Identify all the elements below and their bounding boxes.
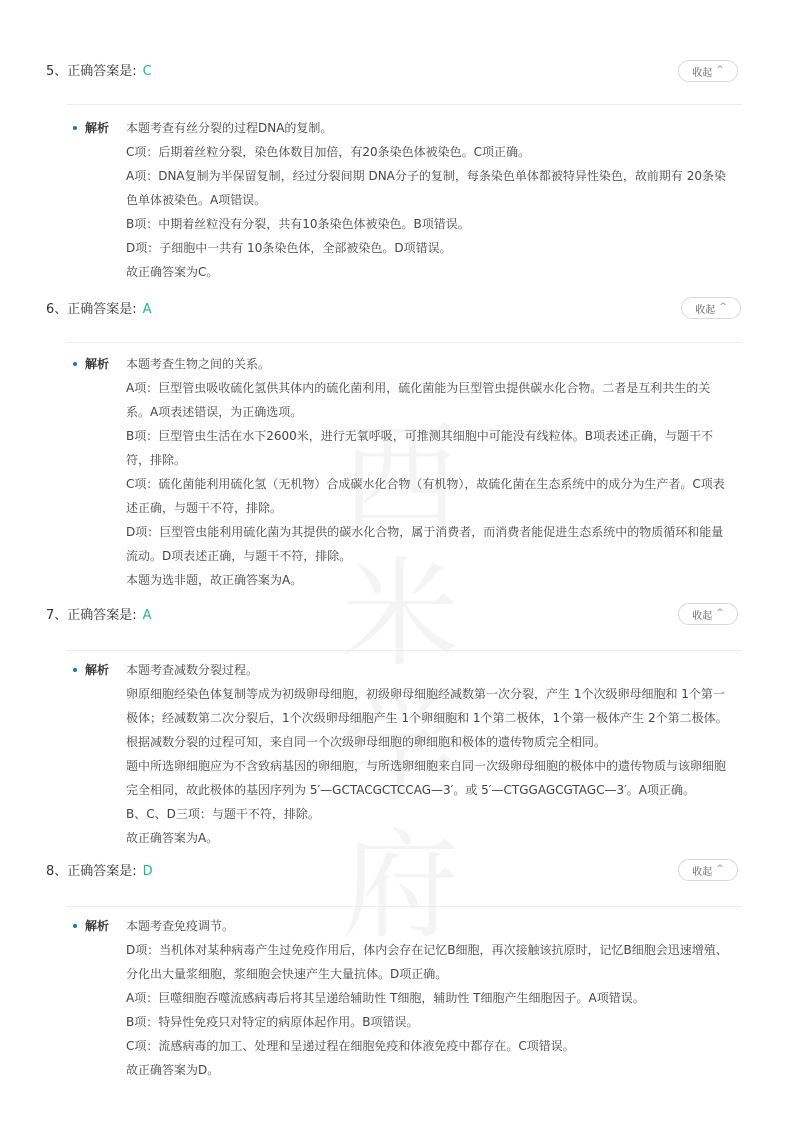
analysis-line: 分化出大量浆细胞，浆细胞会快速产生大量抗体。D项正确。 <box>126 967 448 981</box>
analysis-line: 故正确答案为A。 <box>126 831 219 845</box>
analysis-line: 本题考查免疫调节。 <box>126 919 235 933</box>
analysis-line: A项：巨噬细胞吞噬流感病毒后将其呈递给辅助性 T细胞，辅助性 T细胞产生细胞因子。A项错误。 <box>126 991 645 1005</box>
chevron-up-icon: ^ <box>716 864 724 874</box>
correct-answer: A <box>142 608 152 623</box>
analysis-line: C项：后期着丝粒分裂，染色体数目加倍，有20条染色体被染色。C项正确。 <box>126 145 531 159</box>
answer-prefix: 7、正确答案是: <box>46 608 137 623</box>
answer-prefix: 6、正确答案是: <box>46 302 137 317</box>
question-title <box>46 300 152 320</box>
analysis-line: B项：中期着丝粒没有分裂，共有10条染色体被染色。B项错误。 <box>126 217 470 231</box>
collapse-label: 收起 <box>692 67 713 79</box>
answer-prefix: 8、正确答案是: <box>46 864 137 879</box>
analysis-line: D项：巨型管虫能利用硫化菌为其提供的碳水化合物，属于消费者，而消费者能促进生态系统中的物质循环和能量 <box>126 525 724 539</box>
analysis-line: A项：DNA复制为半保留复制，经过分裂间期 DNA分子的复制，每条染色单体都被特异性染色，故前期有 20条染 <box>126 169 726 183</box>
analysis-label: 解析 <box>85 919 110 933</box>
analysis-line: 极体；经减数第二次分裂后，1个次级卵母细胞产生 1个卵细胞和 1个第二极体，1个第一极体产生 2个第二极体。 <box>126 711 728 725</box>
bullet-icon <box>73 924 77 928</box>
analysis-line: A项：巨型管虫吸收硫化氢供其体内的硫化菌利用，硫化菌能为巨型管虫提供碳水化合物。二者是互利共生的关 <box>126 381 711 395</box>
analysis-line: 题中所选卵细胞应为不含致病基因的卵细胞，与所选卵细胞来自同一次级卵母细胞的极体中的遗传物质与该卵细胞 <box>126 759 727 773</box>
analysis-label: 解析 <box>85 121 110 135</box>
analysis-line: 系。A项表述错误，为正确选项。 <box>126 405 303 419</box>
divider <box>66 650 742 651</box>
chevron-up-icon: ^ <box>719 302 727 312</box>
analysis-line: C项：流感病毒的加工、处理和呈递过程在细胞免疫和体液免疫中都存在。C项错误。 <box>126 1039 575 1053</box>
analysis-line: D项：当机体对某种病毒产生过免疫作用后，体内会存在记忆B细胞，再次接触该抗原时，记忆B细胞会迅速增殖、 <box>126 943 728 957</box>
divider <box>66 342 742 343</box>
analysis-label: 解析 <box>85 663 110 677</box>
collapse-button[interactable] <box>678 859 738 881</box>
analysis-line: 流动。D项表述正确，与题干不符，排除。 <box>126 549 352 563</box>
analysis-line: 完全相同，故此极体的基因序列为 5′—GCTACGCTCCAG—3′。或 5′—CTGGAGCGTAGC—3′。A项正确。 <box>126 783 696 797</box>
analysis-text <box>126 116 738 284</box>
analysis-line: C项：硫化菌能利用硫化氢（无机物）合成碳水化合物（有机物），故硫化菌在生态系统中的成分为生产者。C项表 <box>126 477 725 491</box>
collapse-button[interactable] <box>681 297 741 319</box>
correct-answer: A <box>142 302 152 317</box>
analysis-text <box>126 658 738 850</box>
divider <box>66 104 742 105</box>
analysis-line: 符，排除。 <box>126 453 187 467</box>
collapse-button[interactable] <box>678 603 738 625</box>
chevron-up-icon: ^ <box>716 65 724 75</box>
correct-answer: C <box>142 64 152 79</box>
question-title <box>46 606 152 626</box>
analysis-line: 本题考查减数分裂过程。 <box>126 663 259 677</box>
question-title <box>46 62 152 82</box>
chevron-up-icon: ^ <box>716 608 724 618</box>
analysis-line: B、C、D三项：与题干不符，排除。 <box>126 807 320 821</box>
analysis-line: 色单体被染色。A项错误。 <box>126 193 267 207</box>
answer-prefix: 5、正确答案是: <box>46 64 137 79</box>
collapse-button[interactable] <box>678 60 738 82</box>
analysis-line: 故正确答案为C。 <box>126 265 219 279</box>
analysis-line: 本题为选非题，故正确答案为A。 <box>126 573 303 587</box>
divider <box>66 906 742 907</box>
collapse-label: 收起 <box>692 610 713 622</box>
analysis-text <box>126 914 738 1082</box>
analysis-line: 根据减数分裂的过程可知，来自同一个次级卵母细胞的卵细胞和极体的遗传物质完全相同。 <box>126 735 607 749</box>
analysis-line: 本题考查生物之间的关系。 <box>126 357 271 371</box>
analysis-line: D项：子细胞中一共有 10条染色体，全部被染色。D项错误。 <box>126 241 452 255</box>
analysis-label: 解析 <box>85 357 110 371</box>
analysis-line: 本题考查有丝分裂的过程DNA的复制。 <box>126 121 333 135</box>
bullet-icon <box>73 362 77 366</box>
analysis-line: B项：特异性免疫只对特定的病原体起作用。B项错误。 <box>126 1015 419 1029</box>
collapse-label: 收起 <box>695 304 716 316</box>
analysis-line: 卵原细胞经染色体复制等成为初级卵母细胞，初级卵母细胞经减数第一次分裂，产生 1个次级卵母细胞和 1个第一 <box>126 687 725 701</box>
analysis-line: 述正确，与题干不符，排除。 <box>126 501 283 515</box>
analysis-text <box>126 352 738 592</box>
bullet-icon <box>73 126 77 130</box>
correct-answer: D <box>142 864 153 879</box>
bullet-icon <box>73 668 77 672</box>
analysis-line: 故正确答案为D。 <box>126 1063 220 1077</box>
analysis-line: B项：巨型管虫生活在水下2600米，进行无氧呼吸，可推测其细胞中可能没有线粒体。B项表述正确，与题干不 <box>126 429 714 443</box>
collapse-label: 收起 <box>692 866 713 878</box>
question-title <box>46 862 153 882</box>
